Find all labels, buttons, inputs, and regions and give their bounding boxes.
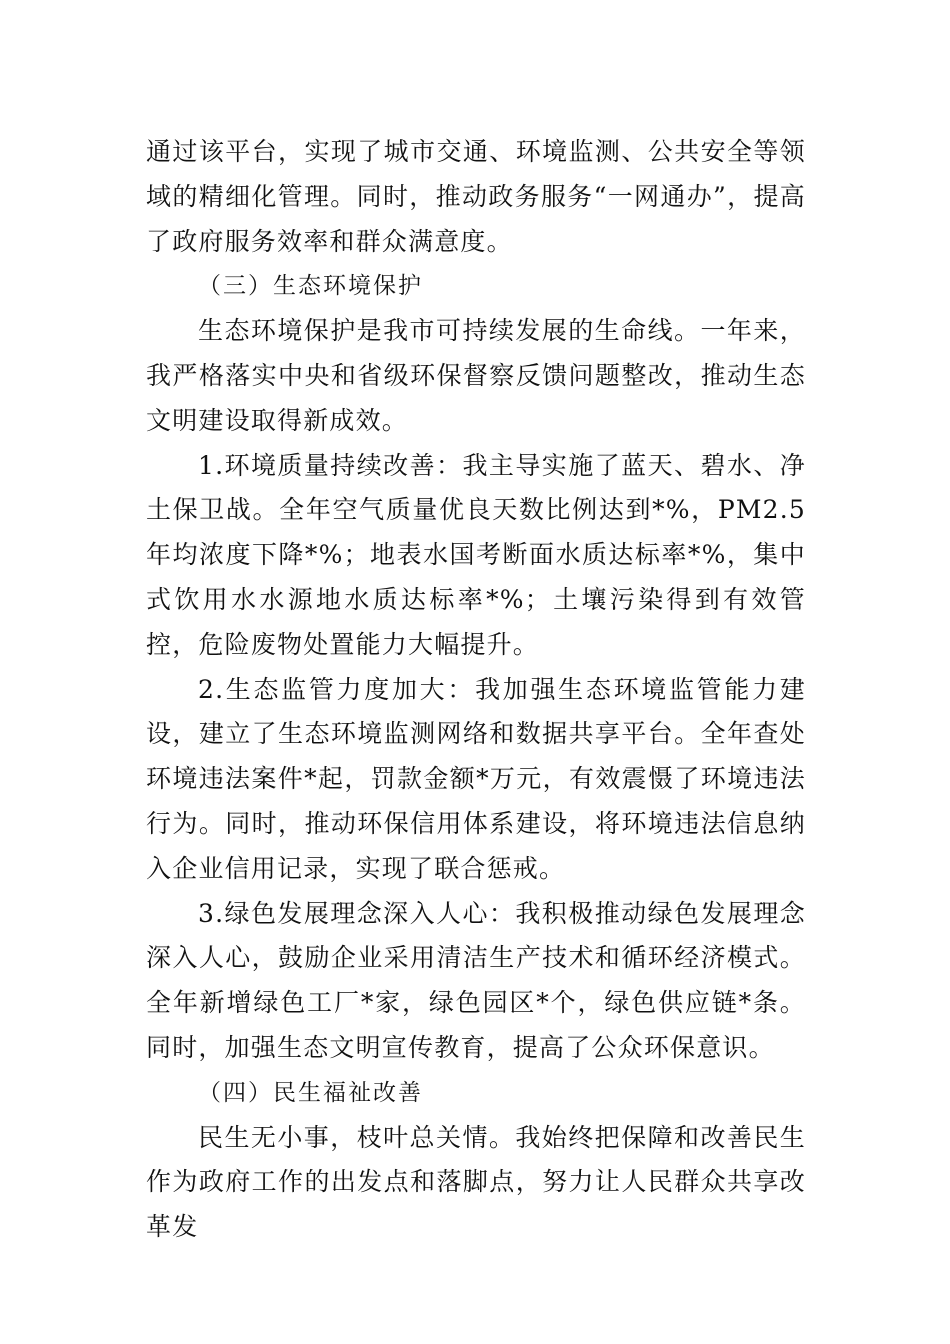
section-heading-ecology: （三）生态环境保护 (198, 273, 423, 300)
paragraph-livelihood-intro: 民生无小事，枝叶总关情。我始终把保障和改善民生作为政府工作的出发点和落脚点，努力让人民群众共享改革发 (146, 1122, 806, 1242)
section-heading-livelihood: （四）民生福祉改善 (198, 1079, 423, 1106)
paragraph-platform-summary: 通过该平台，实现了城市交通、环境监测、公共安全等领域的精细化管理。同时，推动政务服务“一网通办”，提高了政府服务效率和群众满意度。 (146, 137, 806, 256)
paragraph-green-development: 3.绿色发展理念深入人心：我积极推动绿色发展理念深入人心，鼓励企业采用清洁生产技术和循环经济模式。全年新增绿色工厂*家，绿色园区*个，绿色供应链*条。同时，加强生态文明宣传教育，提高了公众环保意识。 (146, 898, 806, 1062)
paragraph-ecology-supervision: 2.生态监管力度加大：我加强生态环境监管能力建设，建立了生态环境监测网络和数据共享平台。全年查处环境违法案件*起，罚款金额*万元，有效震慑了环境违法行为。同时，推动环保信用体系建设，将环境违法信息纳入企业信用记录，实现了联合惩戒。 (146, 674, 806, 883)
document-body (146, 130, 806, 1250)
paragraph-ecology-intro: 生态环境保护是我市可持续发展的生命线。一年来，我严格落实中央和省级环保督察反馈问题整改，推动生态文明建设取得新成效。 (146, 316, 806, 435)
paragraph-environment-quality: 1.环境质量持续改善：我主导实施了蓝天、碧水、净土保卫战。全年空气质量优良天数比例达到*%，PM2.5年均浓度下降*%；地表水国考断面水质达标率*%，集中式饮用水水源地水质达标率*%；土壤污染得到有效管控，危险废物处置能力大幅提升。 (146, 450, 806, 659)
